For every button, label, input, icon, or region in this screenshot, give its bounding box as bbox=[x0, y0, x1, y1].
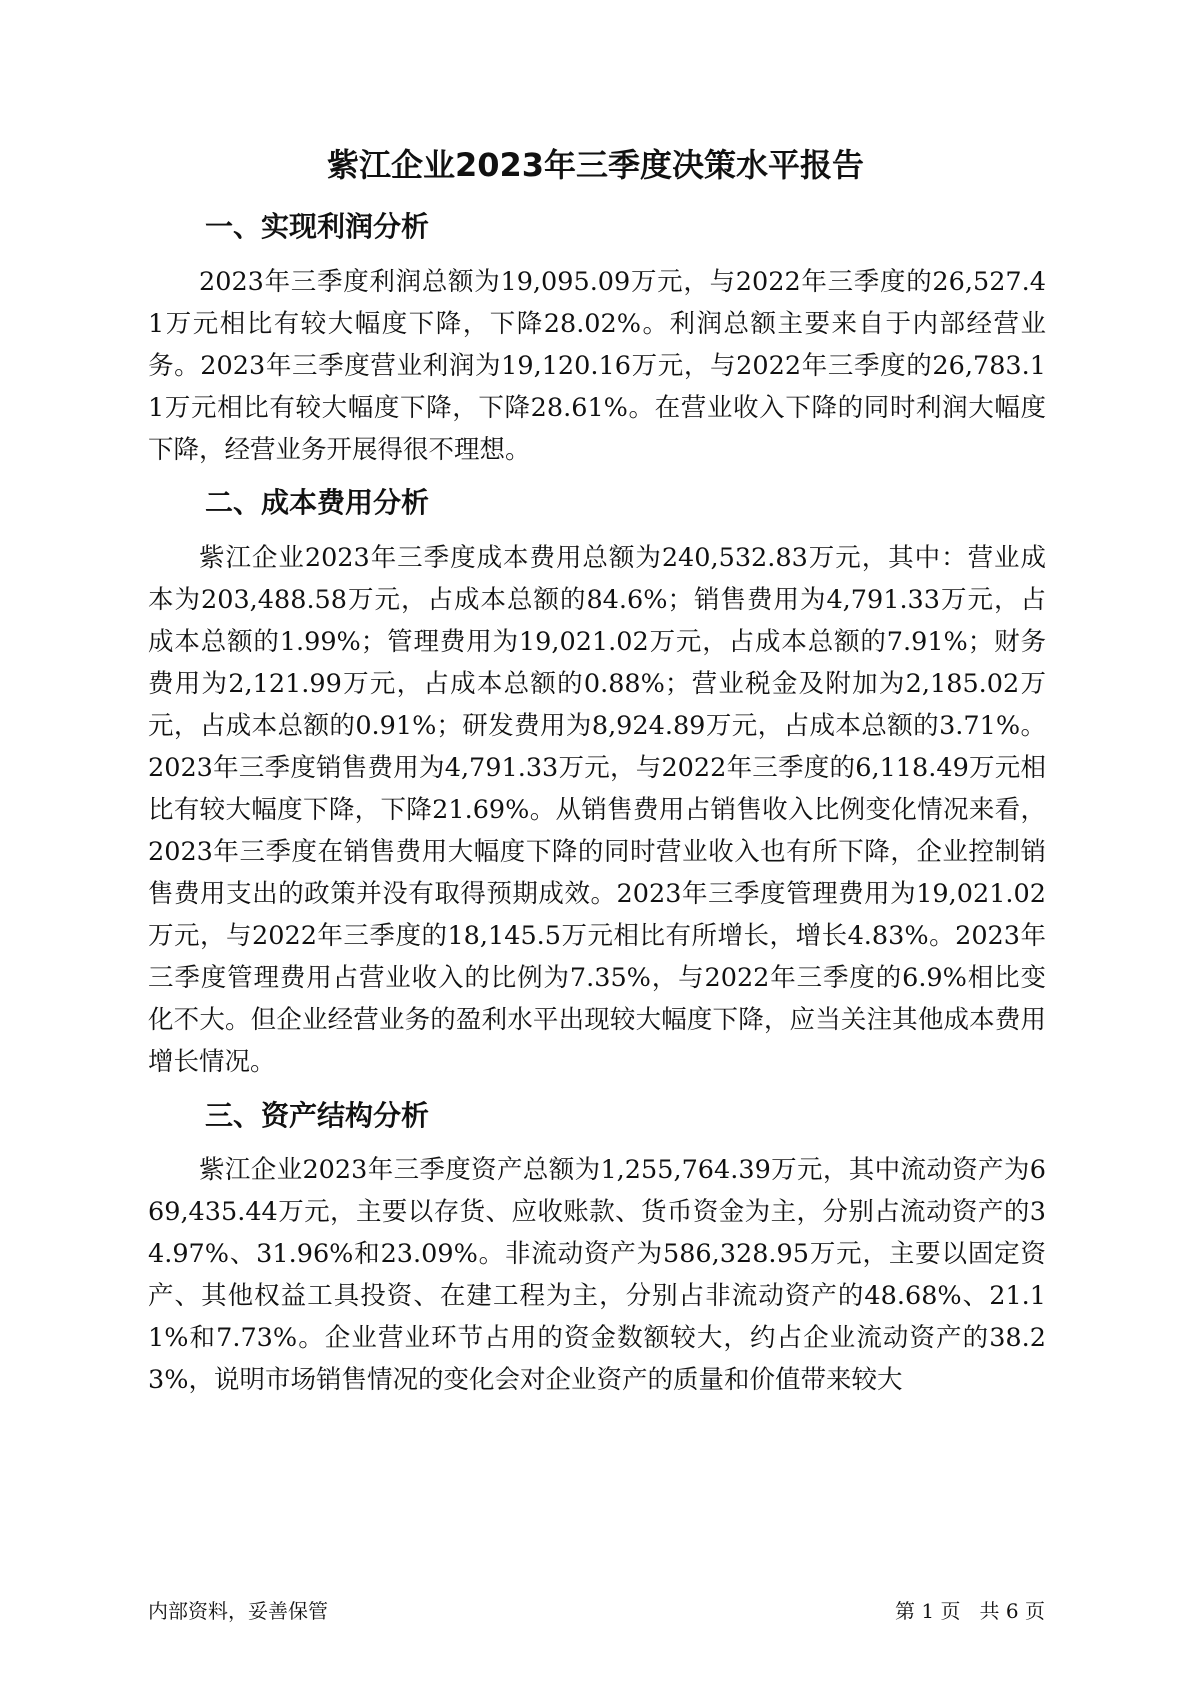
document-title: 紫江企业2023年三季度决策水平报告 bbox=[326, 146, 865, 184]
footer-confidential-note: 内部资料，妥善保管 bbox=[148, 1599, 328, 1623]
section-paragraph-cost: 紫江企业2023年三季度成本费用总额为240,532.83万元，其中：营业成本为203,488.58万元，占成本总额的84.6%；销售费用为4,791.33万元，占成本总额的1.99%；管理费用为19,021.02万元，占成本总额的7.91%；财务费用为2,121.99万元，占成本总额的0.88%；营业税金及附加为2,185.02万元，占成本总额的0.91%；研发费用为8,924.89万元，占成本总额的3.71%。2023年三季度销售费用为4,791.33万元，与2022年三季度的6,118.49万元相比有较大幅度下降，下降21.69%。从销售费用占销售收入比例变化情况来看，2023年三季度在销售费用大幅度下降的同时营业收入也有所下降，企业控制销售费用支出的政策并没有取得预期成效。2023年三季度管理费用为19,021.02万元，与2022年三季度的18,145.5万元相比有所增长，增长4.83%。2023年三季度管理费用占营业收入的比例为7.35%，与2022年三季度的6.9%相比变化不大。但企业经营业务的盈利水平出现较大幅度下降，应当关注其他成本费用增长情况。 bbox=[148, 543, 1046, 1077]
footer-page-number: 第 1 页 共 6 页 bbox=[895, 1599, 1045, 1623]
section-paragraph-assets: 紫江企业2023年三季度资产总额为1,255,764.39万元，其中流动资产为669,435.44万元，主要以存货、应收账款、货币资金为主，分别占流动资产的34.97%、31.96%和23.09%。非流动资产为586,328.95万元，主要以固定资产、其他权益工具投资、在建工程为主，分别占非流动资产的48.68%、21.11%和7.73%。企业营业环节占用的资金数额较大，约占企业流动资产的38.23%，说明市场销售情况的变化会对企业资产的质量和价值带来较大 bbox=[148, 1155, 1046, 1395]
section-paragraph-profit: 2023年三季度利润总额为19,095.09万元，与2022年三季度的26,527.41万元相比有较大幅度下降，下降28.02%。利润总额主要来自于内部经营业务。2023年三季度营业利润为19,120.16万元，与2022年三季度的26,783.11万元相比有较大幅度下降，下降28.61%。在营业收入下降的同时利润大幅度下降，经营业务开展得很不理想。 bbox=[148, 267, 1046, 465]
section-heading-cost: 二、成本费用分析 bbox=[205, 486, 430, 519]
section-heading-assets: 三、资产结构分析 bbox=[205, 1099, 430, 1132]
section-heading-profit: 一、实现利润分析 bbox=[205, 210, 430, 243]
